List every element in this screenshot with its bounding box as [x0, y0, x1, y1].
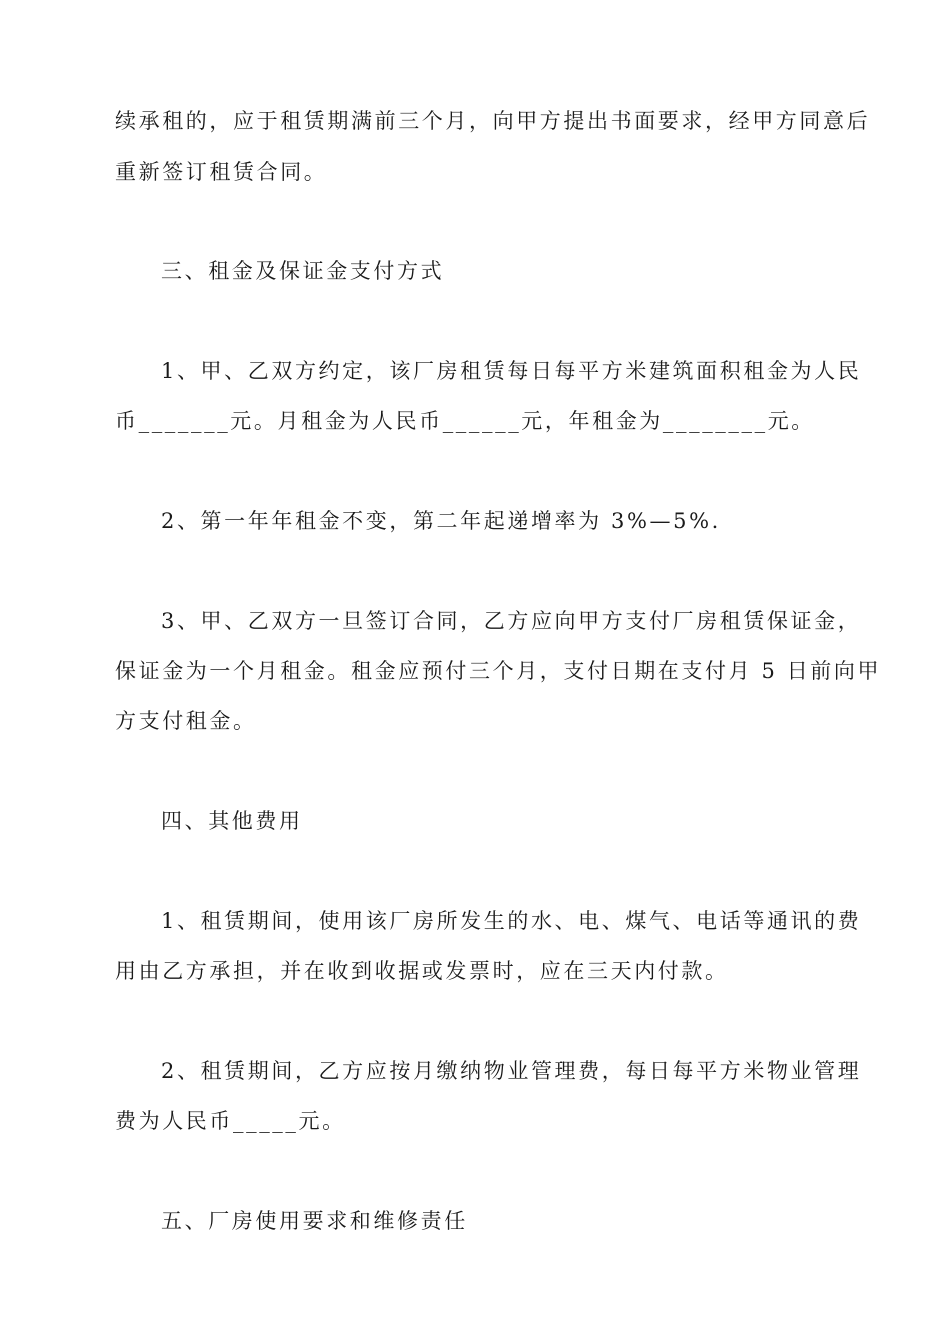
paragraph-line: 重新签订租赁合同。 — [115, 160, 328, 184]
section-heading: 三、租金及保证金支付方式 — [161, 259, 445, 283]
paragraph-line: 2、租赁期间，乙方应按月缴纳物业管理费，每日每平方米物业管理 — [161, 1059, 862, 1083]
paragraph-line: 用由乙方承担，并在收到收据或发票时，应在三天内付款。 — [115, 959, 729, 983]
section-heading: 五、厂房使用要求和维修责任 — [161, 1209, 468, 1233]
paragraph-line: 方支付租金。 — [115, 709, 257, 733]
paragraph-line: 2、第一年年租金不变，第二年起递增率为 3%—5%. — [161, 509, 721, 533]
paragraph-line: 币_______元。月租金为人民币______元，年租金为________元。 — [115, 409, 815, 433]
paragraph-line: 1、租赁期间，使用该厂房所发生的水、电、煤气、电话等通讯的费 — [161, 909, 862, 933]
paragraph-line: 保证金为一个月租金。租金应预付三个月，支付日期在支付月 5 日前向甲 — [115, 659, 882, 683]
paragraph-line: 1、甲、乙双方约定，该厂房租赁每日每平方米建筑面积租金为人民 — [161, 359, 862, 383]
paragraph-line: 续承租的，应于租赁期满前三个月，向甲方提出书面要求，经甲方同意后 — [115, 109, 871, 133]
section-heading: 四、其他费用 — [161, 809, 303, 833]
paragraph-line: 3、甲、乙双方一旦签订合同，乙方应向甲方支付厂房租赁保证金， — [161, 609, 862, 633]
paragraph-line: 费为人民币_____元。 — [115, 1109, 346, 1133]
